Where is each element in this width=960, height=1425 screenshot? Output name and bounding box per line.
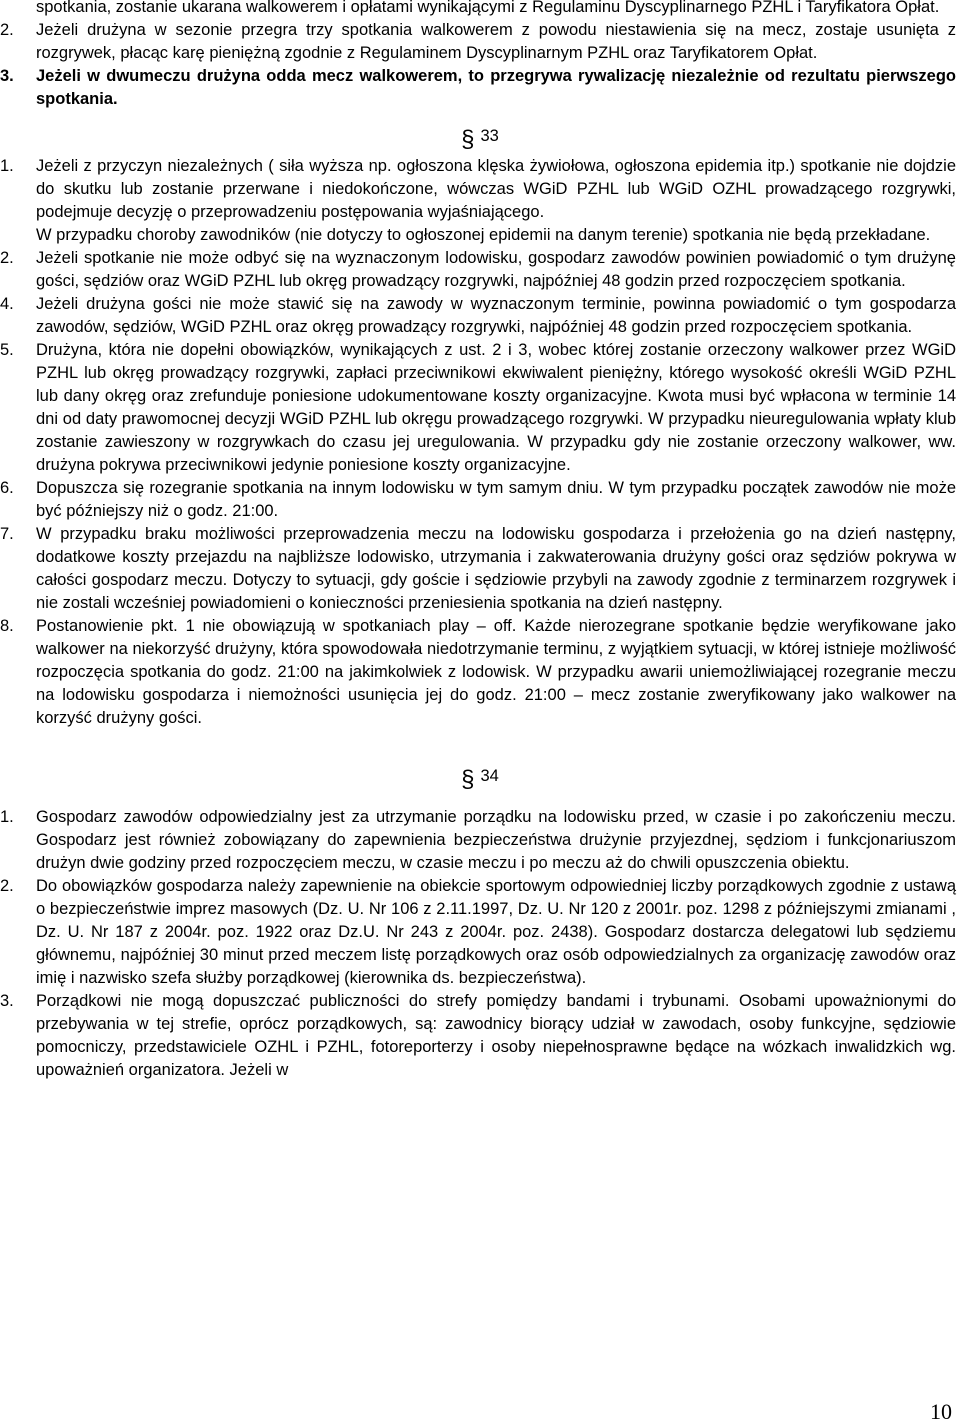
section-34-list <box>0 806 960 1082</box>
list-paragraph: Jeżeli spotkanie nie może odbyć się na wyznaczonym lodowisku, gospodarz zawodów powinien powiadomić o tym drużynę gości, sędziów oraz WGiD PZHL lub okręg prowadzący rozgrywki, najpóźniej 48 godzin przed rozpoczęciem spotkania. <box>36 249 956 290</box>
list-number: 6. <box>0 479 14 497</box>
list-item <box>0 339 956 477</box>
page-number: 10 <box>930 1399 952 1424</box>
list-paragraph: W przypadku choroby zawodników (nie dotyczy to ogłoszonej epidemii na danym terenie) spotkania nie będą przekładane. <box>36 226 931 244</box>
list-item <box>0 615 956 730</box>
section-heading-34: § 34 <box>461 766 499 793</box>
list-item <box>0 990 956 1082</box>
list-item <box>0 293 956 339</box>
list-item <box>0 247 956 293</box>
list-item-bold: 3. Jeżeli w dwumeczu drużyna odda mecz walkowerem, to przegrywa rywalizację niezależnie od rezultatu pierwszego spotkania. <box>0 67 956 108</box>
list-number: 2. <box>0 249 14 267</box>
list-item <box>0 806 956 875</box>
section-33-list <box>0 155 960 730</box>
list-paragraph: Drużyna, która nie dopełni obowiązków, wynikających z ust. 2 i 3, wobec której zostanie orzeczony walkower przez WGiD PZHL lub okręg prowadzący rozgrywki, zapłaci przeciwnikowi ekwiwalent pieniężny, którego wysokość określi WGiD PZHL lub dany okręg oraz zrefunduje poniesione udokumentowane koszty organizacyjne. Kwota musi być wpłacona w terminie 14 dni od daty prawomocnej decyzji WGiD PZHL lub okręgu prowadzącego rozgrywki. W przypadku nieuregulowania wpłaty klub zostanie zawieszony w rozgrywkach do czasu jej uregulowania. W przypadku gdy nie zostanie orzeczony walkower, ww. drużyna pokrywa przeciwnikowi jedynie poniesione koszty organizacyjne. <box>36 341 956 474</box>
list-item <box>0 523 956 615</box>
list-paragraph: Dopuszcza się rozegranie spotkania na innym lodowisku w tym samym dniu. W tym przypadku początek zawodów nie może być późniejszy niż o godz. 21:00. <box>36 479 956 520</box>
list-item: 2. Jeżeli drużyna w sezonie przegra trzy spotkania walkowerem z powodu niestawienia się na mecz, zostaje usunięta z rozgrywek, płacąc karę pieniężną zgodnie z Regulaminem Dyscyplinarnym PZHL oraz Taryfikatorem Opłat. <box>0 21 956 62</box>
list-number: 1. <box>0 157 14 175</box>
list-number: 8. <box>0 617 14 635</box>
list-paragraph: W przypadku braku możliwości przeprowadzenia meczu na lodowisku gospodarza i przełożenia go na dzień następny, dodatkowe koszty przejazdu na najbliższe lodowisko, utrzymania i zakwaterowania drużyny gości oraz sędziów pokrywa w całości gospodarz meczu. Dotyczy to sytuacji, gdy goście i sędziowie przybyli na zawody zgodnie z terminarzem rozgrywek i nie zostali wcześniej powiadomieni o konieczności przeniesienia spotkania na dzień następny. <box>36 525 956 612</box>
list-paragraph: Jeżeli z przyczyn niezależnych ( siła wyższa np. ogłoszona klęska żywiołowa, ogłoszona epidemia itp.) spotkanie nie dojdzie do skutku lub zostanie przerwane i niedokończone, wówczas WGiD PZHL lub WGiD OZHL prowadzącego rozgrywki, podejmuje decyzję o przeprowadzeniu postępowania wyjaśniającego. <box>36 157 956 221</box>
list-number: 2. <box>0 877 14 895</box>
list-paragraph: Gospodarz zawodów odpowiedzialny jest za utrzymanie porządku na lodowisku przed, w czasie i po zakończeniu meczu. Gospodarz jest również zobowiązany do zapewnienia bezpieczeństwa drużynie przyjezdnej, sędziom i funkcjonariuszom drużyn dwie godziny przed rozpoczęciem meczu, w czasie meczu i po meczu aż do chwili opuszczenia obiektu. <box>36 808 956 872</box>
list-number: 7. <box>0 525 14 543</box>
intro-paragraph: spotkania, zostanie ukarana walkowerem i opłatami wynikającymi z Regulaminu Dyscyplinarnego PZHL i Taryfikatora Opłat. <box>36 0 940 16</box>
list-number: 5. <box>0 341 14 359</box>
section-heading-33: § 33 <box>461 126 499 153</box>
list-item <box>0 155 956 247</box>
list-number: 1. <box>0 808 14 826</box>
list-paragraph: Do obowiązków gospodarza należy zapewnienie na obiekcie sportowym odpowiedniej liczby porządkowych zgodnie z ustawą o bezpieczeństwie imprez masowych (Dz. U. Nr 106 z 2.11.1997, Dz. U. Nr 120 z 2001r. poz. 1298 z późniejszymi zmianami , Dz. U. Nr 187 z 2004r. poz. 1922 oraz Dz.U. Nr 243 z 2004r. poz. 2438). Gospodarz dostarcza delegatowi lub sędziemu głównemu, najpóźniej 30 minut przed meczem listę porządkowych oraz osób odpowiedzialnych za organizację zawodów oraz imię i nazwisko szefa służby porządkowej (kierownika ds. bezpieczeństwa). <box>36 877 956 987</box>
list-paragraph: Postanowienie pkt. 1 nie obowiązują w spotkaniach play – off. Każde nierozegrane spotkanie będzie weryfikowane jako walkower na niekorzyść drużyny, która spowodowała niedotrzymanie terminu, z wyjątkiem sytuacji, w której istnieje możliwość rozpoczęcia spotkania do godz. 21:00 na jakimkolwiek z lodowisk. W przypadku awarii uniemożliwiającej rozegranie meczu na lodowisku gospodarza i niemożności usunięcia jej do godz. 21:00 – mecz zostanie zweryfikowany jako walkower na korzyść drużyny gości. <box>36 617 956 727</box>
list-number: 4. <box>0 295 14 313</box>
list-paragraph: Porządkowi nie mogą dopuszczać publiczności do strefy pomiędzy bandami i trybunami. Osobami upoważnionymi do przebywania w tej strefie, oprócz porządkowych, są: zawodnicy biorący udział w zawodach, osoby funkcyjne, sędziowie pomocniczy, przedstawiciele OZHL i PZHL, fotoreporterzy i osoby niepełnosprawne będące na wózkach inwalidzkich wg. upoważnień organizatora. Jeżeli w <box>36 992 956 1079</box>
list-number: 3. <box>0 992 14 1010</box>
list-paragraph: Jeżeli drużyna gości nie może stawić się na zawody w wyznaczonym terminie, powinna powiadomić o tym gospodarza zawodów, sędziów, WGiD PZHL oraz okręg prowadzący rozgrywki, najpóźniej 48 godzin przed rozpoczęciem spotkania. <box>36 295 956 336</box>
list-item <box>0 477 956 523</box>
list-item <box>0 875 956 990</box>
